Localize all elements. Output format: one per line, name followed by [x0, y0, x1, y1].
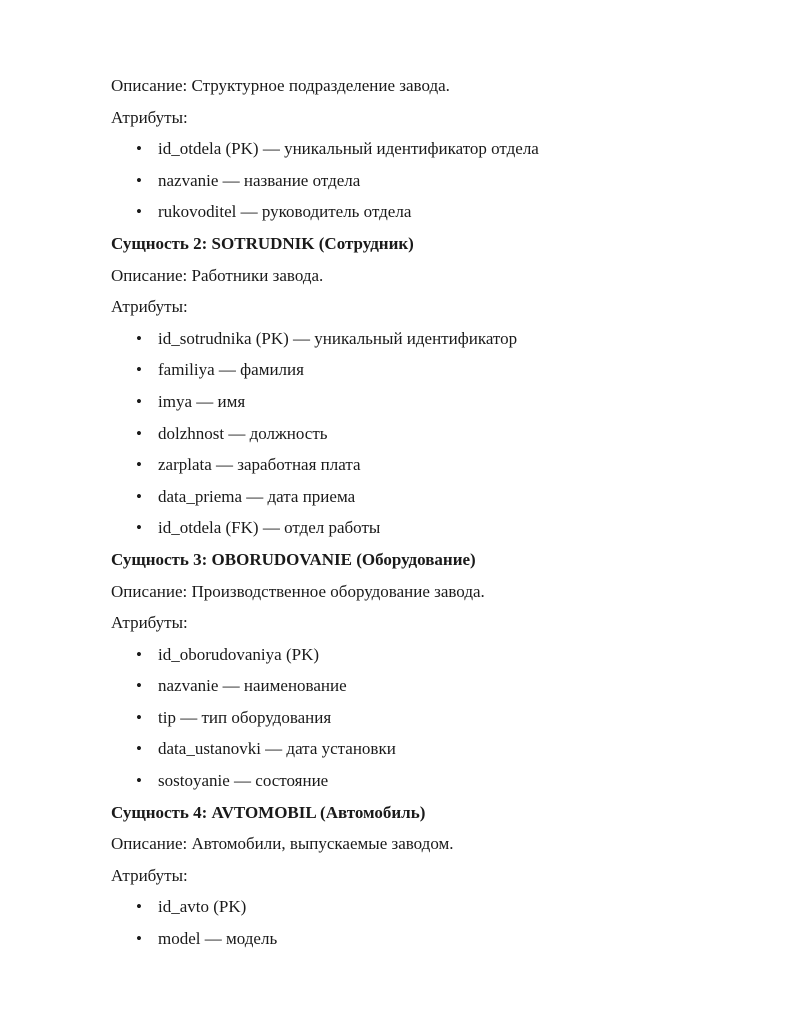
- attribute-text: nazvanie — наименование: [158, 676, 347, 696]
- bullet-icon: •: [136, 170, 142, 190]
- section-description: Описание: Производственное оборудование завода.: [111, 581, 485, 601]
- bullet-icon: •: [136, 360, 142, 380]
- list-item: [111, 354, 751, 386]
- bullet-icon: •: [136, 929, 142, 949]
- attribute-text: rukovoditel — руководитель отдела: [158, 202, 412, 222]
- list-item: [111, 323, 751, 355]
- attribute-list: [111, 323, 751, 544]
- attribute-text: data_ustanovki — дата установки: [158, 739, 396, 759]
- attribute-text: tip — тип оборудования: [158, 707, 332, 727]
- attribute-text: id_oborudovaniya (PK): [158, 644, 320, 664]
- attributes-label: Атрибуты:: [111, 865, 188, 885]
- section-sotrudnik: [111, 228, 751, 544]
- bullet-icon: •: [136, 391, 142, 411]
- attribute-text: dolzhnost — должность: [158, 423, 328, 443]
- list-item: [111, 733, 751, 765]
- list-item: [111, 386, 751, 418]
- bullet-icon: •: [136, 644, 142, 664]
- attribute-list: [111, 891, 751, 954]
- bullet-icon: •: [136, 328, 142, 348]
- attribute-text: id_avto (PK): [158, 897, 247, 917]
- bullet-icon: •: [136, 455, 142, 475]
- attribute-text: model — модель: [158, 929, 278, 949]
- section-heading: Сущность 3: OBORUDOVANIE (Оборудование): [111, 549, 476, 569]
- attribute-text: sostoyanie — состояние: [158, 771, 329, 791]
- section-oborudovanie: [111, 544, 751, 797]
- attribute-text: familiya — фамилия: [158, 360, 304, 380]
- bullet-icon: •: [136, 518, 142, 538]
- section-description: Описание: Структурное подразделение завода.: [111, 76, 450, 95]
- attribute-text: id_otdela (PK) — уникальный идентификатор отдела: [158, 139, 539, 159]
- bullet-icon: •: [136, 897, 142, 917]
- attribute-text: imya — имя: [158, 391, 246, 411]
- bullet-icon: •: [136, 739, 142, 759]
- document-page: [111, 70, 751, 955]
- bullet-icon: •: [136, 423, 142, 443]
- list-item: [111, 165, 751, 197]
- attribute-text: data_priema — дата приема: [158, 486, 356, 506]
- list-item: [111, 765, 751, 797]
- bullet-icon: •: [136, 771, 142, 791]
- list-item: [111, 702, 751, 734]
- attribute-list: [111, 133, 751, 228]
- list-item: [111, 418, 751, 450]
- attribute-text: nazvanie — название отдела: [158, 170, 361, 190]
- attributes-label: Атрибуты:: [111, 613, 188, 633]
- list-item: [111, 639, 751, 671]
- attribute-text: zarplata — заработная плата: [158, 455, 361, 475]
- bullet-icon: •: [136, 676, 142, 696]
- section-heading: Сущность 2: SOTRUDNIK (Сотрудник): [111, 233, 414, 253]
- list-item: [111, 481, 751, 513]
- bullet-icon: •: [136, 139, 142, 159]
- list-item: [111, 449, 751, 481]
- list-item: [111, 196, 751, 228]
- attributes-label: Атрибуты:: [111, 297, 188, 317]
- attribute-list: [111, 639, 751, 797]
- list-item: [111, 923, 751, 955]
- attribute-text: id_sotrudnika (PK) — уникальный идентификатор: [158, 328, 518, 348]
- section-otdel: [111, 70, 751, 228]
- section-heading: Сущность 4: AVTOMOBIL (Автомобиль): [111, 802, 426, 822]
- bullet-icon: •: [136, 202, 142, 222]
- bullet-icon: •: [136, 707, 142, 727]
- list-item: [111, 670, 751, 702]
- bullet-icon: •: [136, 486, 142, 506]
- section-description: Описание: Автомобили, выпускаемые заводом.: [111, 834, 454, 854]
- section-description: Описание: Работники завода.: [111, 265, 324, 285]
- list-item: [111, 891, 751, 923]
- attributes-label: Атрибуты:: [111, 107, 188, 127]
- section-avtomobil: [111, 797, 751, 955]
- list-item: [111, 133, 751, 165]
- attribute-text: id_otdela (FK) — отдел работы: [158, 518, 381, 538]
- list-item: [111, 512, 751, 544]
